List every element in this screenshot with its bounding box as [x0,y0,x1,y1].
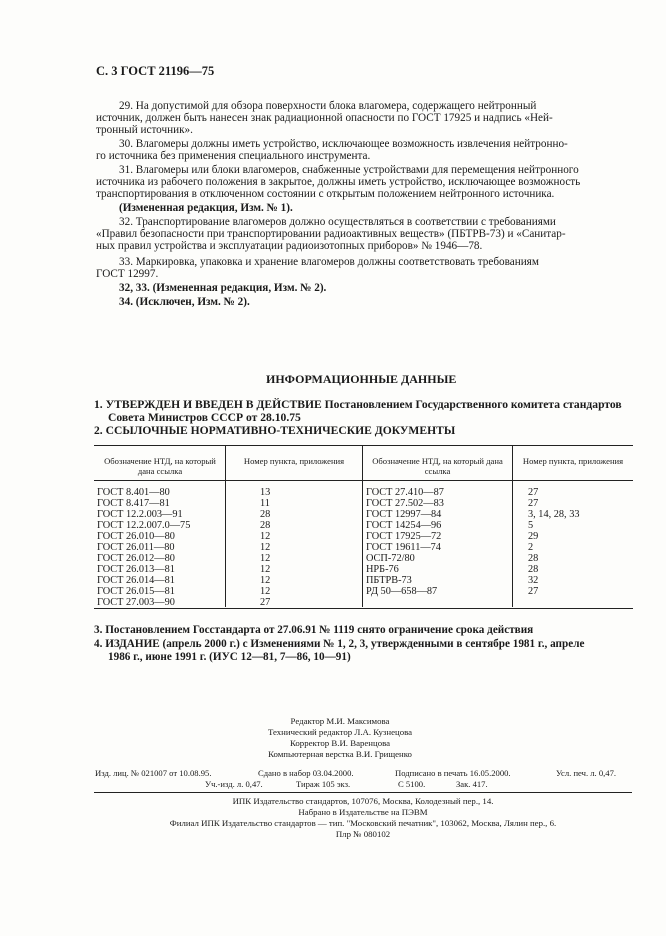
table-cell: ГОСТ 12.2.003—91 [97,509,183,520]
imprint-line: ИПК Издательство стандартов, 107076, Москва, Колодезный пер., 14. [232,796,494,806]
imprint-license: Изд. лиц. № 021007 от 10.08.95. [95,768,212,778]
table-cell: 28 [528,564,539,575]
editor-line: Компьютерная верстка В.И. Грищенко [268,749,412,759]
table-cell: 3, 14, 28, 33 [528,509,580,520]
clause-34-note: 34. (Исключен, Изм. № 2). [119,296,250,308]
imprint-line: Плр № 080102 [335,829,391,839]
clause-32-line-1: 32. Транспортирование влагомеров должно осуществляться в соответствии с требованиями [119,216,556,228]
table-header-doc-right: Обозначение НТД, на который дана ссылка [372,456,503,476]
clause-30-line-1: 30. Влагомеры должны иметь устройство, исключающее возможность извлечения нейтронно- [119,138,568,150]
imprint-pub-sheets: Уч.-изд. л. 0,47. [205,779,263,789]
table-cell: ГОСТ 26.014—81 [97,575,175,586]
table-divider [225,446,226,607]
table-cell: ПБТРВ-73 [366,575,412,586]
table-cell: 12 [260,531,271,542]
table-cell: ГОСТ 8.401—80 [97,487,170,498]
info-item-3: 3. Постановлением Госстандарта от 27.06.91 № 1119 снято ограничение срока действия [94,624,534,636]
page-header: С. 3 ГОСТ 21196—75 [96,64,215,78]
clause-29-line-2: источник, должен быть нанесен знак радиационной опасности по ГОСТ 17925 и надпись «Ней- [96,112,553,124]
imprint-code: С 5100. [398,779,426,789]
table-cell: ОСП-72/80 [366,553,415,564]
table-cell: ГОСТ 27.410—87 [366,487,444,498]
info-item-4-line-2: 1986 г., июне 1991 г. (ИУС 12—81, 7—86, 10—91) [108,651,351,663]
table-cell: 27 [528,498,539,509]
clause-31-line-2: источника из рабочего положения в закрытое, должны иметь устройство, исключающее возможность [96,176,581,188]
table-header-num-right: Номер пункта, приложения [522,456,624,466]
table-cell: 13 [260,487,271,498]
clause-30-line-2: го источника без применения специального инструмента. [96,150,371,162]
left-nums-column [260,487,270,608]
imprint-rule [94,792,632,793]
info-item-1-line-1: 1. УТВЕРЖДЕН И ВВЕДЕН В ДЕЙСТВИЕ Постановлением Государственного комитета стандартов [94,398,622,411]
imprint-typeset: Сдано в набор 03.04.2000. [258,768,354,778]
table-cell: ГОСТ 12997—84 [366,509,442,520]
left-docs-column [97,487,190,608]
imprint-signed: Подписано в печать 16.05.2000. [395,768,511,778]
table-divider [362,446,363,607]
table-cell: 12 [260,586,271,597]
table-cell: ГОСТ 27.502—83 [366,498,444,509]
editors-block [140,716,540,760]
table-cell: 12 [260,564,271,575]
table-cell: 12 [260,542,271,553]
imprint-publisher-block [94,796,632,840]
table-cell: 12 [260,553,271,564]
clause-29-line-3: тронный источник». [96,124,193,136]
table-cell: 2 [528,542,534,553]
imprint-print-sheets: Усл. печ. л. 0,47. [556,768,617,778]
table-cell: 28 [260,520,271,531]
editor-line: Редактор М.И. Максимова [290,716,390,726]
table-cell: ГОСТ 26.013—81 [97,564,175,575]
table-cell: ГОСТ 8.417—81 [97,498,170,509]
clause-32-line-3: ных правил устройства и эксплуатации радиоизотопных приборов» № 1946—78. [96,240,483,252]
table-cell: 5 [528,520,534,531]
table-cell: 28 [260,509,271,520]
table-cell: 27 [260,597,271,608]
table-divider [512,446,513,607]
table-header-doc-left: Обозначение НТД, на который дана ссылка [104,456,216,476]
table-cell: РД 50—658—87 [366,586,438,597]
imprint-line: Набрано в Издательстве на ПЭВМ [298,807,428,817]
clause-33-line-1: 33. Маркировка, упаковка и хранение влагомеров должны соответствовать требованиям [119,256,539,268]
info-item-4-line-1: 4. ИЗДАНИЕ (апрель 2000 г.) с Изменениями № 1, 2, 3, утвержденными в сентябре 1981 г., апреле [94,638,585,650]
table-cell: НРБ-76 [366,564,399,575]
table-cell: ГОСТ 17925—72 [366,531,442,542]
references-table [94,445,633,609]
table-header-rule [94,480,633,481]
clause-31-line-3: транспортирования в отключенном состоянии с открытым положением нейтронного источника. [96,188,555,200]
editor-line: Технический редактор Л.А. Кузнецова [267,727,413,737]
clause-32-33-note: 32, 33. (Измененная редакция, Изм. № 2). [119,282,327,294]
table-cell: 29 [528,531,539,542]
table-cell: ГОСТ 14254—96 [366,520,442,531]
info-title: ИНФОРМАЦИОННЫЕ ДАННЫЕ [266,372,457,386]
clause-33-line-2: ГОСТ 12997. [96,268,159,280]
info-item-1-line-2: Совета Министров СССР от 28.10.75 [108,411,301,424]
imprint-line: Филиал ИПК Издательство стандартов — тип. "Московский печатник", 103062, Москва, Лялин пер., 6. [169,818,557,828]
table-cell: ГОСТ 12.2.007.0—75 [97,520,191,531]
table-cell: 28 [528,553,539,564]
table-cell: ГОСТ 26.011—80 [97,542,175,553]
editor-line: Корректор В.И. Варенцова [289,738,391,748]
table-cell: ГОСТ 26.010—80 [97,531,175,542]
table-header-num-left: Номер пункта, приложения [243,456,345,466]
imprint-order: Зак. 417. [456,779,488,789]
table-cell: ГОСТ 27.003—90 [97,597,175,608]
table-cell: 12 [260,575,271,586]
table-cell: ГОСТ 26.015—81 [97,586,175,597]
table-cell: 27 [528,487,539,498]
info-item-2: 2. ССЫЛОЧНЫЕ НОРМАТИВНО-ТЕХНИЧЕСКИЕ ДОКУМЕНТЫ [94,424,456,437]
table-cell: 27 [528,586,539,597]
clause-31-note: (Измененная редакция, Изм. № 1). [119,202,293,214]
clause-32-line-2: «Правил безопасности при транспортировании радиоактивных веществ» (ПБТРВ-73) и «Санитар- [96,228,566,240]
table-cell: 32 [528,575,539,586]
table-cell: ГОСТ 19611—74 [366,542,441,553]
right-docs-column [366,487,444,597]
table-cell: 11 [260,498,270,509]
clause-31-line-1: 31. Влагомеры или блоки влагомеров, снабженные устройствами для перемещения нейтронного [119,164,579,176]
imprint-tirazh: Тираж 105 экз. [296,779,351,789]
clause-29-line-1: 29. На допустимой для обзора поверхности блока влагомера, содержащего нейтронный [119,100,537,112]
right-nums-column [528,487,579,597]
table-cell: ГОСТ 26.012—80 [97,553,175,564]
